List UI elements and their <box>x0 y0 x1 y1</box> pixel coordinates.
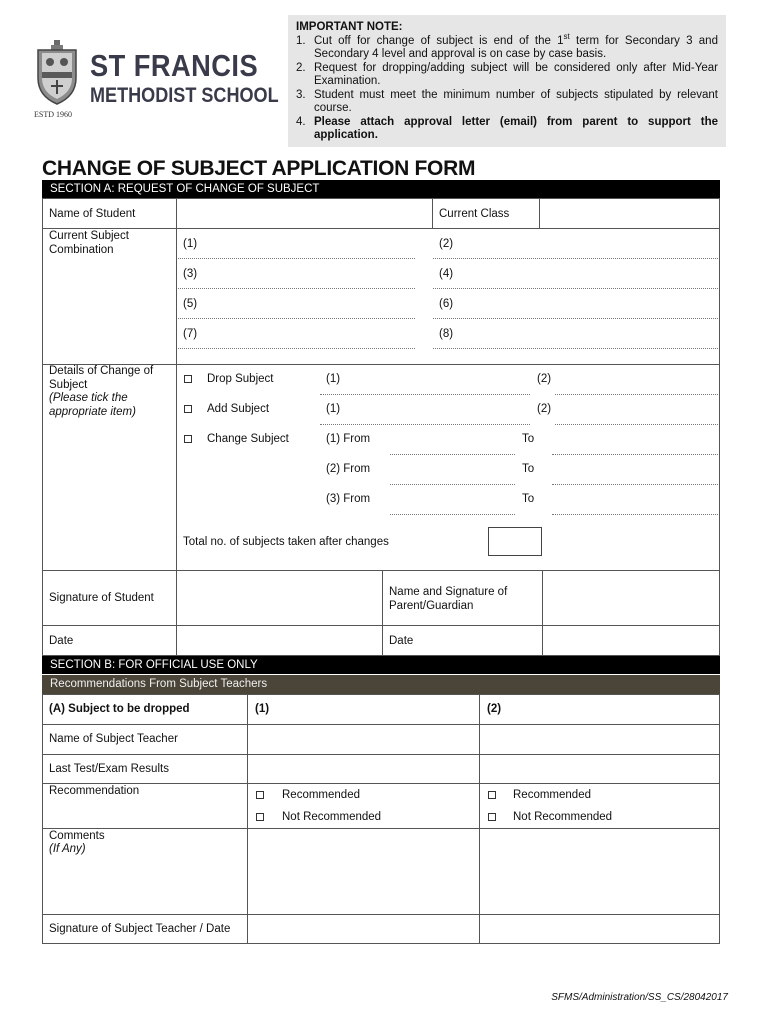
teacher-signature-label: Signature of Subject Teacher / Date <box>49 923 231 935</box>
comments-label: Comments <box>49 830 105 842</box>
school-name-line2: METHODIST SCHOOL <box>90 84 279 107</box>
parent-signature-label: Name and Signature of Parent/Guardian <box>389 586 508 612</box>
change-subject-checkbox[interactable] <box>184 435 192 443</box>
column-1-label: (1) <box>255 703 270 715</box>
not-recommended-label-1: Not Recommended <box>282 811 382 823</box>
comments-field-2[interactable] <box>481 830 717 913</box>
note-item-2: 2. Request for dropping/adding subject will be considered only after Mid-Year Examination. <box>296 61 718 87</box>
change-from-1-label: (1) From <box>326 433 371 445</box>
drop-subject-label: Drop Subject <box>207 373 274 385</box>
document-reference: SFMS/Administration/SS_CS/28042017 <box>551 992 728 1003</box>
subject-dropped-label: (A) Subject to be dropped <box>49 703 190 715</box>
change-to-1-line[interactable] <box>552 454 718 455</box>
change-from-2-label: (2) From <box>326 463 371 475</box>
note-title: IMPORTANT NOTE: <box>296 21 403 33</box>
current-class-label: Current Class <box>439 208 510 220</box>
student-signature-field[interactable] <box>178 572 381 624</box>
comments-hint: (If Any) <box>49 843 86 855</box>
drop-slot-2-line[interactable] <box>555 394 718 395</box>
teacher-signature-field-1[interactable] <box>249 916 477 942</box>
combination-line-1[interactable] <box>178 258 415 259</box>
school-name-line1: ST FRANCIS <box>90 48 259 83</box>
current-class-field[interactable] <box>541 200 717 226</box>
change-subject-label: Change Subject <box>207 433 289 445</box>
change-to-3-line[interactable] <box>552 514 718 515</box>
recommended-label-1: Recommended <box>282 789 360 801</box>
note-item-1: 1. Cut off for change of subject is end of the 1st term for Secondary 3 and Secondary 4 level and approval is on case by case basis. <box>296 31 718 60</box>
combination-line-3[interactable] <box>178 288 415 289</box>
combination-slot-6: (6) <box>439 298 454 310</box>
subject-teacher-label: Name of Subject Teacher <box>49 733 178 745</box>
exam-results-label: Last Test/Exam Results <box>49 763 169 775</box>
change-to-2-label: To <box>522 463 535 475</box>
add-slot-2-label: (2) <box>537 403 552 415</box>
combination-line-6[interactable] <box>433 318 718 319</box>
total-subjects-label: Total no. of subjects taken after changes <box>183 536 389 548</box>
exam-results-field-2[interactable] <box>481 756 717 782</box>
established-year: ESTD 1960 <box>34 110 72 119</box>
combination-slot-5: (5) <box>183 298 198 310</box>
drop-slot-1-label: (1) <box>326 373 341 385</box>
combination-slot-8: (8) <box>439 328 454 340</box>
combination-line-8[interactable] <box>433 348 718 349</box>
change-from-1-line[interactable] <box>390 454 515 455</box>
section-b-header: SECTION B: FOR OFFICIAL USE ONLY <box>42 656 720 674</box>
details-hint: (Please tick the appropriate item) <box>49 392 136 418</box>
combination-slot-1: (1) <box>183 238 198 250</box>
drop-slot-1-line[interactable] <box>320 394 530 395</box>
parent-date-label: Date <box>389 635 414 647</box>
combination-slot-4: (4) <box>439 268 454 280</box>
note-item-4: 4. Please attach approval letter (email) from parent to support the application. <box>296 115 718 141</box>
drop-slot-2-label: (2) <box>537 373 552 385</box>
combination-slot-7: (7) <box>183 328 198 340</box>
drop-subject-checkbox[interactable] <box>184 375 192 383</box>
form-title: CHANGE OF SUBJECT APPLICATION FORM <box>42 157 476 180</box>
student-name-label: Name of Student <box>49 208 136 220</box>
combination-line-4[interactable] <box>433 288 718 289</box>
section-a-header: SECTION A: REQUEST OF CHANGE OF SUBJECT <box>42 180 720 198</box>
combination-slot-2: (2) <box>439 238 454 250</box>
exam-results-field-1[interactable] <box>249 756 477 782</box>
total-subjects-box[interactable] <box>488 527 542 556</box>
details-label: Details of Change of Subject <box>49 365 154 391</box>
change-from-3-line[interactable] <box>390 514 515 515</box>
add-subject-checkbox[interactable] <box>184 405 192 413</box>
combination-label: Current Subject Combination <box>49 230 129 256</box>
subject-teacher-field-1[interactable] <box>249 726 477 753</box>
add-slot-1-line[interactable] <box>320 424 530 425</box>
add-subject-label: Add Subject <box>207 403 270 415</box>
subject-teacher-field-2[interactable] <box>481 726 717 753</box>
add-slot-2-line[interactable] <box>555 424 718 425</box>
recommended-label-2: Recommended <box>513 789 591 801</box>
student-date-label: Date <box>49 635 74 647</box>
student-name-field[interactable] <box>178 200 430 226</box>
student-date-field[interactable] <box>178 627 381 654</box>
student-signature-label: Signature of Student <box>49 592 154 604</box>
combination-slot-3: (3) <box>183 268 198 280</box>
change-to-1-label: To <box>522 433 535 445</box>
combination-line-7[interactable] <box>178 348 415 349</box>
recommended-checkbox-1[interactable] <box>256 791 264 799</box>
combination-line-5[interactable] <box>178 318 415 319</box>
parent-date-field[interactable] <box>544 627 718 654</box>
change-to-3-label: To <box>522 493 535 505</box>
important-note-box <box>288 15 726 147</box>
teacher-signature-field-2[interactable] <box>481 916 717 942</box>
change-from-3-label: (3) From <box>326 493 371 505</box>
note-item-3: 3. Student must meet the minimum number of subjects stipulated by relevant course. <box>296 88 718 114</box>
combination-line-2[interactable] <box>433 258 718 259</box>
not-recommended-label-2: Not Recommended <box>513 811 613 823</box>
change-to-2-line[interactable] <box>552 484 718 485</box>
change-from-2-line[interactable] <box>390 484 515 485</box>
school-crest-icon <box>36 38 78 106</box>
add-slot-1-label: (1) <box>326 403 341 415</box>
not-recommended-checkbox-2[interactable] <box>488 813 496 821</box>
recommendation-label: Recommendation <box>49 785 140 797</box>
column-2-label: (2) <box>487 703 502 715</box>
recommended-checkbox-2[interactable] <box>488 791 496 799</box>
parent-signature-field[interactable] <box>544 572 718 624</box>
comments-field-1[interactable] <box>249 830 477 913</box>
section-b-subheader: Recommendations From Subject Teachers <box>42 675 720 694</box>
not-recommended-checkbox-1[interactable] <box>256 813 264 821</box>
